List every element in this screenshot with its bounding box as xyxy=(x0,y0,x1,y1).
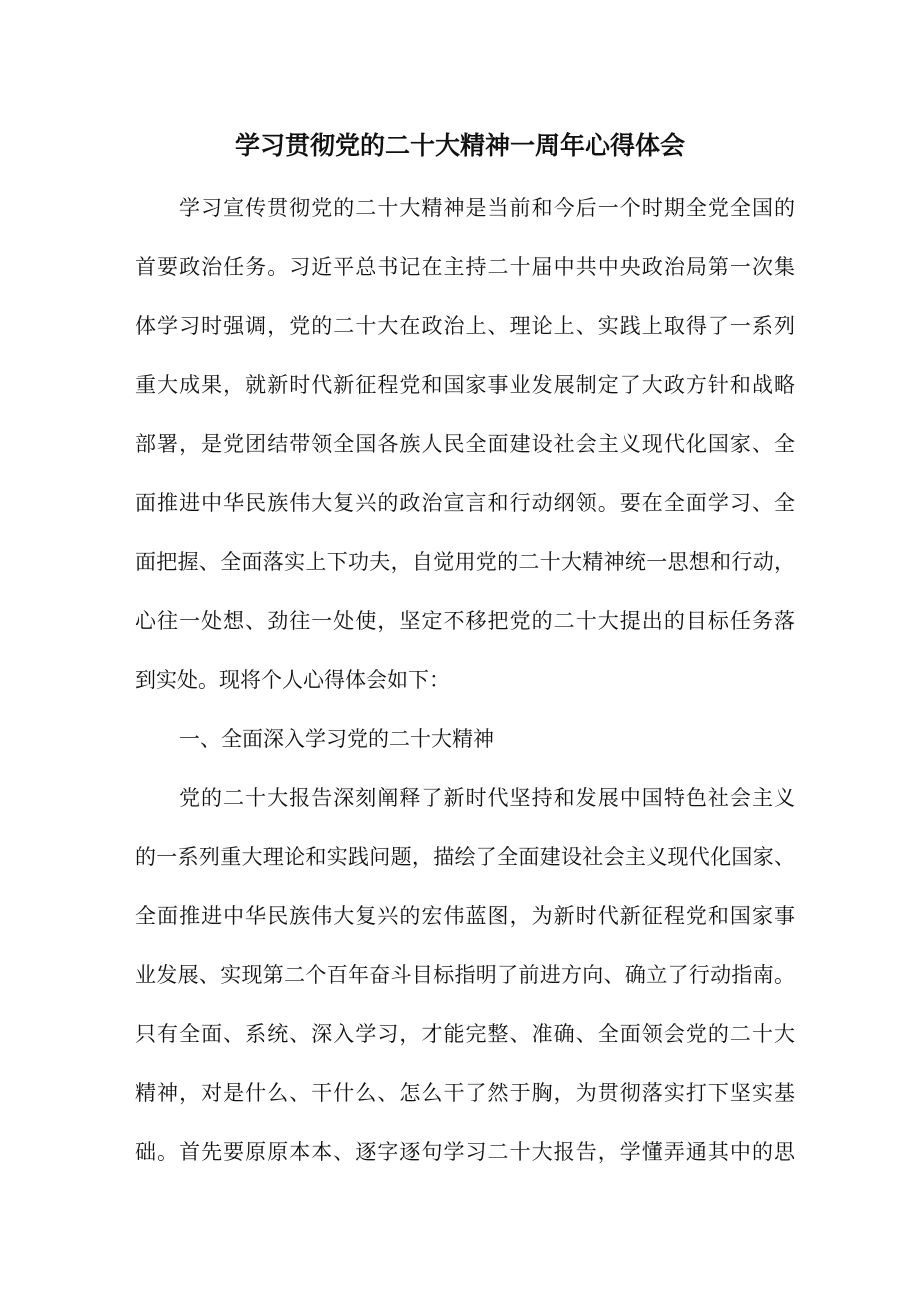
paragraph-line: 只有全面、系统、深入学习，才能完整、准确、全面领会党的二十大 xyxy=(135,1022,795,1046)
paragraph-line: 的一系列重大理论和实践问题，描绘了全面建设社会主义现代化国家、 xyxy=(135,845,795,869)
paragraph-line: 精神，对是什么、干什么、怎么干了然于胸，为贯彻落实打下坚实基 xyxy=(135,1081,795,1105)
paragraph-line: 体学习时强调，党的二十大在政治上、理论上、实践上取得了一系列 xyxy=(135,314,795,338)
document-body xyxy=(135,186,795,1189)
paragraph-line: 部署，是党团结带领全国各族人民全面建设社会主义现代化国家、全 xyxy=(135,432,795,456)
document-title: 学习贯彻党的二十大精神一周年心得体会 xyxy=(234,131,685,160)
paragraph-line: 础。首先要原原本本、逐字逐句学习二十大报告，学懂弄通其中的思 xyxy=(135,1140,795,1164)
paragraph-line: 全面推进中华民族伟大复兴的宏伟蓝图，为新时代新征程党和国家事 xyxy=(135,904,795,928)
paragraph-line: 面推进中华民族伟大复兴的政治宣言和行动纲领。要在全面学习、全 xyxy=(135,491,795,515)
paragraph-line: 首要政治任务。习近平总书记在主持二十届中共中央政治局第一次集 xyxy=(135,255,795,279)
paragraph-line: 面把握、全面落实上下功夫，自觉用党的二十大精神统一思想和行动， xyxy=(135,550,795,574)
section-heading: 一、全面深入学习党的二十大精神 xyxy=(179,727,494,751)
paragraph-line: 业发展、实现第二个百年奋斗目标指明了前进方向、确立了行动指南。 xyxy=(135,963,795,987)
paragraph-line: 到实处。现将个人心得体会如下： xyxy=(135,668,450,692)
paragraph-line: 学习宣传贯彻党的二十大精神是当前和今后一个时期全党全国的 xyxy=(179,196,795,220)
paragraph-line: 重大成果，就新时代新征程党和国家事业发展制定了大政方针和战略 xyxy=(135,373,795,397)
paragraph-line: 心往一处想、劲往一处使，坚定不移把党的二十大提出的目标任务落 xyxy=(135,609,795,633)
paragraph-line: 党的二十大报告深刻阐释了新时代坚持和发展中国特色社会主义 xyxy=(179,786,795,810)
